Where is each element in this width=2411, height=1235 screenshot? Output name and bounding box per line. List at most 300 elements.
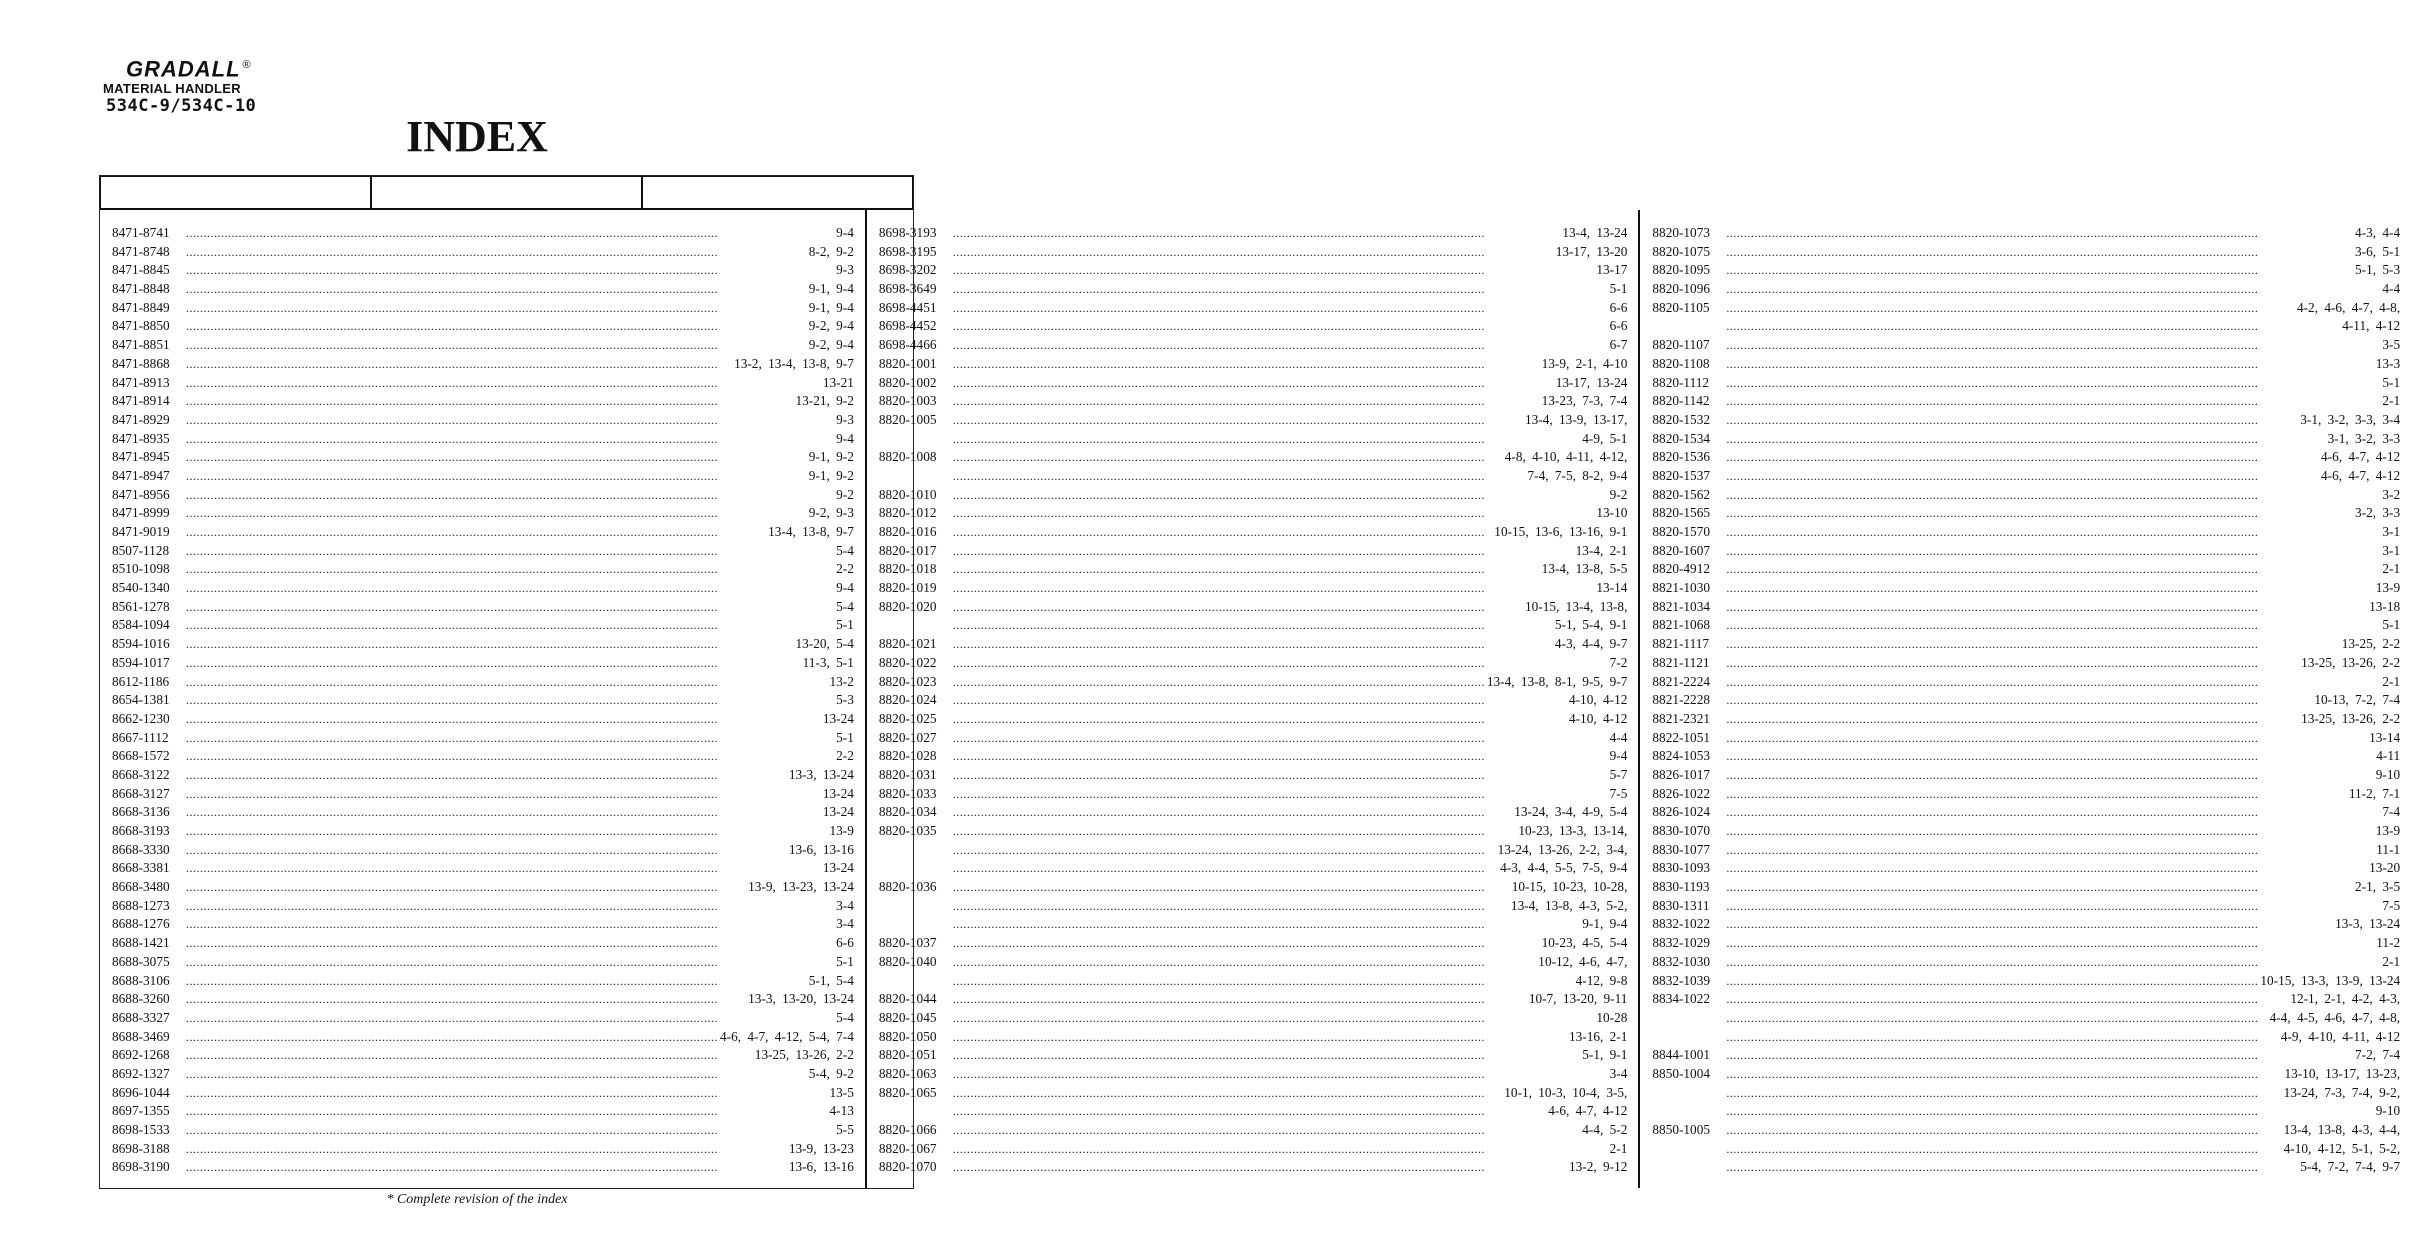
page-references: 13-4, 13-8, 8-1, 9-5, 9-7 bbox=[1486, 673, 1628, 689]
dot-leader bbox=[953, 224, 1560, 243]
part-number: 8821-1121 bbox=[1652, 654, 1710, 670]
index-entry bbox=[879, 673, 1628, 692]
index-entry bbox=[1652, 1158, 2400, 1177]
page-references: 5-7 bbox=[1609, 766, 1628, 782]
dot-leader bbox=[186, 374, 821, 393]
page-references: 13-25, 13-26, 2-2 bbox=[2301, 710, 2401, 726]
index-entry bbox=[1652, 654, 2400, 673]
page-references: 13-24, 3-4, 4-9, 5-4 bbox=[1514, 804, 1628, 820]
part-number: 8820-1536 bbox=[1652, 449, 1711, 465]
index-entry bbox=[1652, 822, 2400, 841]
page-references: 10-23, 13-3, 13-14, bbox=[1518, 823, 1628, 838]
dot-leader bbox=[953, 953, 1536, 972]
dot-leader bbox=[953, 841, 1496, 860]
index-entry bbox=[1652, 467, 2400, 486]
index-entry bbox=[1652, 1065, 2400, 1084]
page-references: 5-1 bbox=[836, 729, 854, 745]
page-references: 4-9, 5-1 bbox=[1582, 430, 1628, 446]
index-entry bbox=[112, 523, 854, 542]
part-number: 8820-1095 bbox=[1652, 262, 1711, 278]
dot-leader bbox=[953, 654, 1608, 673]
index-entry bbox=[1652, 504, 2400, 523]
dot-leader bbox=[953, 1046, 1580, 1065]
brand-subtitle: MATERIAL HANDLER bbox=[103, 81, 241, 97]
page-references: 4-6, 4-7, 4-12 bbox=[2321, 467, 2401, 483]
index-entry bbox=[112, 355, 854, 374]
dot-leader bbox=[186, 616, 834, 635]
part-number: 8820-1031 bbox=[878, 766, 937, 782]
part-number: 8832-1022 bbox=[1652, 916, 1711, 932]
page-references: 11-2 bbox=[2376, 935, 2401, 951]
index-entry bbox=[112, 710, 854, 729]
part-number: 8820-1010 bbox=[878, 486, 937, 502]
index-entry bbox=[1652, 336, 2400, 355]
dot-leader bbox=[1726, 803, 2380, 822]
page-references: 5-1, 5-4, 9-1 bbox=[1554, 617, 1628, 633]
index-entry bbox=[879, 224, 1628, 243]
dot-leader bbox=[186, 635, 793, 654]
page-references: 3-6, 5-1 bbox=[2355, 243, 2401, 259]
page-references: 13-10 bbox=[1596, 505, 1628, 521]
dot-leader bbox=[186, 261, 834, 280]
index-entry bbox=[879, 897, 1628, 916]
dot-leader bbox=[1726, 841, 2374, 860]
index-entry bbox=[112, 299, 854, 318]
dot-leader bbox=[953, 729, 1608, 748]
dot-leader bbox=[953, 504, 1594, 523]
index-entry bbox=[879, 654, 1628, 673]
part-number: 8698-3202 bbox=[878, 262, 937, 278]
part-number: 8821-1034 bbox=[1652, 598, 1711, 614]
index-entry bbox=[112, 972, 854, 991]
part-number: 8688-3469 bbox=[112, 1028, 170, 1044]
part-number: 8688-1421 bbox=[112, 935, 170, 951]
page-references: 9-2, 9-4 bbox=[808, 318, 854, 334]
page-references: 10-23, 4-5, 5-4 bbox=[1541, 935, 1628, 951]
dot-leader bbox=[186, 280, 807, 299]
page-references: 13-25, 13-26, 2-2 bbox=[754, 1047, 854, 1063]
index-entry bbox=[879, 729, 1628, 748]
page-references: 7-2, 7-4 bbox=[2355, 1047, 2401, 1063]
index-entry bbox=[112, 635, 854, 654]
page-references: 7-2 bbox=[1609, 654, 1628, 670]
page-references: 13-25, 13-26, 2-2 bbox=[2301, 654, 2401, 670]
dot-leader bbox=[186, 654, 801, 673]
page-references: 10-15, 13-3, 13-9, 13-24 bbox=[2260, 972, 2401, 988]
index-entry bbox=[1652, 355, 2400, 374]
part-number: 8820-1023 bbox=[878, 673, 937, 689]
index-entry bbox=[112, 673, 854, 692]
index-entry bbox=[879, 1065, 1628, 1084]
dot-leader bbox=[1726, 1046, 2353, 1065]
part-number: 8820-1016 bbox=[878, 524, 937, 539]
dot-leader bbox=[186, 972, 807, 991]
part-number: 8820-1562 bbox=[1652, 486, 1711, 502]
page-references: 9-3 bbox=[836, 262, 854, 278]
page-references: 7-4, 7-5, 8-2, 9-4 bbox=[1527, 467, 1628, 483]
part-number: 8471-8849 bbox=[112, 299, 170, 315]
part-number: 8668-3127 bbox=[112, 785, 170, 801]
index-entry bbox=[879, 859, 1628, 878]
index-entry bbox=[1652, 934, 2400, 953]
page-references: 13-9 bbox=[829, 823, 854, 838]
part-number: 8820-1063 bbox=[878, 1065, 937, 1081]
dot-leader bbox=[953, 280, 1608, 299]
dot-leader bbox=[953, 336, 1608, 355]
part-number: 8820-1025 bbox=[878, 710, 937, 726]
index-entry bbox=[879, 822, 1628, 841]
part-number: 8698-3649 bbox=[878, 281, 937, 297]
dot-leader bbox=[953, 1158, 1567, 1177]
index-entry bbox=[1652, 243, 2400, 262]
index-entry bbox=[879, 710, 1628, 729]
page-references: 10-7, 13-20, 9-11 bbox=[1528, 991, 1628, 1007]
dot-leader bbox=[1726, 579, 2373, 598]
part-number: 8820-1045 bbox=[878, 1009, 937, 1025]
dot-leader bbox=[1726, 243, 2353, 262]
part-number: 8667-1112 bbox=[112, 729, 169, 745]
part-number: 8820-1050 bbox=[878, 1028, 937, 1044]
page-references: 13-9, 2-1, 4-10 bbox=[1541, 355, 1628, 371]
dot-leader bbox=[1726, 1084, 2281, 1103]
index-entry bbox=[879, 1121, 1628, 1140]
index-entry bbox=[1652, 766, 2400, 785]
index-entry bbox=[879, 766, 1628, 785]
page-references: 10-15, 13-6, 13-16, 9-1 bbox=[1494, 524, 1628, 539]
model-number: 534C-9/534C-10 bbox=[106, 96, 257, 117]
part-number: 8820-1028 bbox=[878, 748, 937, 764]
dot-leader bbox=[953, 448, 1503, 467]
page-references: 4-11 bbox=[2376, 748, 2401, 764]
index-entry bbox=[879, 411, 1628, 430]
dot-leader bbox=[953, 878, 1510, 897]
part-number: 8830-1077 bbox=[1652, 841, 1711, 857]
part-number: 8820-1565 bbox=[1652, 505, 1711, 521]
index-entry bbox=[879, 467, 1628, 486]
part-number: 8471-8945 bbox=[112, 449, 170, 465]
index-table bbox=[99, 175, 2401, 1189]
dot-leader bbox=[953, 1084, 1502, 1103]
part-number: 8820-1017 bbox=[878, 542, 937, 558]
dot-leader bbox=[186, 1121, 834, 1140]
part-number: 8820-1033 bbox=[878, 785, 937, 801]
page-references: 5-4 bbox=[836, 1009, 854, 1025]
dot-leader bbox=[953, 934, 1540, 953]
page-references: 3-1, 3-2, 3-3 bbox=[2327, 430, 2401, 446]
page-references: 5-4, 9-2 bbox=[808, 1065, 854, 1081]
dot-leader bbox=[186, 504, 807, 523]
part-number: 8698-4452 bbox=[878, 318, 937, 334]
header-cell bbox=[370, 177, 641, 208]
page-references: 3-5 bbox=[2382, 337, 2401, 353]
dot-leader bbox=[953, 990, 1527, 1009]
part-number: 8594-1016 bbox=[112, 636, 170, 652]
dot-leader bbox=[1726, 915, 2333, 934]
part-number: 8688-3075 bbox=[112, 953, 170, 969]
index-entry bbox=[112, 897, 854, 916]
index-entry bbox=[112, 822, 854, 841]
index-entry bbox=[112, 1028, 854, 1047]
part-number: 8688-1276 bbox=[112, 916, 170, 932]
page-references: 4-6, 4-7, 4-12 bbox=[2321, 449, 2401, 465]
index-entry bbox=[112, 560, 854, 579]
page-references: 9-4 bbox=[836, 225, 854, 240]
dot-leader bbox=[1726, 299, 2295, 318]
page-references: 13-3, 13-24 bbox=[2335, 916, 2401, 932]
part-number: 8820-1002 bbox=[878, 374, 937, 390]
dot-leader bbox=[186, 448, 807, 467]
dot-leader bbox=[953, 430, 1580, 449]
dot-leader bbox=[1726, 374, 2380, 393]
page-references: 3-1 bbox=[2382, 542, 2401, 558]
dot-leader bbox=[1726, 654, 2299, 673]
index-entry bbox=[1652, 411, 2400, 430]
page-references: 13-10, 13-17, 13-23, bbox=[2284, 1065, 2401, 1081]
part-number: 8594-1017 bbox=[112, 654, 170, 670]
index-entry bbox=[879, 747, 1628, 766]
index-entry bbox=[879, 486, 1628, 505]
page-references: 5-4 bbox=[836, 598, 854, 614]
part-number: 8540-1340 bbox=[112, 580, 170, 596]
dot-leader bbox=[186, 224, 834, 243]
page-references: 4-6, 4-7, 4-12 bbox=[1548, 1103, 1628, 1119]
index-entry bbox=[879, 635, 1628, 654]
part-number: 8584-1094 bbox=[112, 617, 170, 633]
page-references: 4-8, 4-10, 4-11, 4-12, bbox=[1504, 449, 1628, 465]
page-references: 2-1 bbox=[2382, 953, 2401, 969]
page-references: 13-21 bbox=[822, 374, 854, 390]
dot-leader bbox=[186, 1084, 828, 1103]
page-references: 3-1 bbox=[2382, 524, 2401, 539]
page-references: 7-4 bbox=[2382, 804, 2401, 820]
part-number: 8820-1035 bbox=[878, 823, 937, 838]
part-number: 8826-1022 bbox=[1652, 785, 1711, 801]
index-entry bbox=[879, 504, 1628, 523]
dot-leader bbox=[186, 467, 807, 486]
part-number: 8612-1186 bbox=[112, 673, 170, 689]
part-number: 8668-3136 bbox=[112, 804, 170, 820]
index-entry bbox=[1652, 1009, 2400, 1028]
dot-leader bbox=[1726, 280, 2380, 299]
page-references: 9-4 bbox=[836, 580, 854, 596]
dot-leader bbox=[1726, 953, 2380, 972]
dot-leader bbox=[953, 859, 1498, 878]
page-references: 3-2, 3-3 bbox=[2355, 505, 2401, 521]
index-entry bbox=[1652, 299, 2400, 318]
dot-leader bbox=[186, 990, 746, 1009]
index-entry bbox=[879, 915, 1628, 934]
page-references: 4-4, 4-5, 4-6, 4-7, 4-8, bbox=[2269, 1009, 2401, 1025]
dot-leader bbox=[953, 542, 1574, 561]
page-references: 13-5 bbox=[829, 1084, 854, 1100]
index-entry bbox=[879, 1028, 1628, 1047]
part-number: 8826-1017 bbox=[1652, 766, 1711, 782]
page-references: 4-9, 4-10, 4-11, 4-12 bbox=[2280, 1028, 2401, 1044]
index-entry bbox=[1652, 598, 2400, 617]
part-number: 8820-1066 bbox=[878, 1122, 937, 1137]
page-references: 4-4 bbox=[1609, 729, 1628, 745]
part-number: 8821-2321 bbox=[1652, 710, 1711, 726]
index-entry bbox=[112, 915, 854, 934]
page-references: 13-24 bbox=[822, 710, 854, 726]
page-references: 2-1 bbox=[2382, 673, 2401, 689]
page-references: 8-2, 9-2 bbox=[808, 243, 854, 259]
part-number: 8821-1030 bbox=[1652, 580, 1711, 596]
dot-leader bbox=[1726, 448, 2319, 467]
page-references: 13-24 bbox=[822, 804, 854, 820]
page-references: 6-6 bbox=[836, 935, 854, 951]
page-references: 4-3, 4-4 bbox=[2355, 225, 2401, 240]
page-references: 13-9 bbox=[2375, 580, 2401, 596]
dot-leader bbox=[186, 523, 766, 542]
index-entry bbox=[112, 691, 854, 710]
dot-leader bbox=[186, 598, 834, 617]
dot-leader bbox=[186, 953, 834, 972]
part-number: 8820-1036 bbox=[878, 879, 937, 895]
page-references: 2-1, 3-5 bbox=[2355, 879, 2401, 895]
index-entry bbox=[112, 878, 854, 897]
part-number: 8821-2228 bbox=[1652, 692, 1711, 708]
part-number: 8850-1005 bbox=[1652, 1122, 1711, 1137]
index-entry bbox=[1652, 579, 2400, 598]
page-references: 4-10, 4-12, 5-1, 5-2, bbox=[2283, 1140, 2401, 1156]
index-entry bbox=[879, 448, 1628, 467]
index-entry bbox=[112, 859, 854, 878]
part-number: 8692-1268 bbox=[112, 1047, 170, 1063]
page-references: 7-5 bbox=[1609, 785, 1628, 801]
dot-leader bbox=[953, 897, 1509, 916]
dot-leader bbox=[953, 972, 1574, 991]
part-number: 8820-1022 bbox=[878, 654, 937, 670]
page-references: 13-4, 13-8, 5-5 bbox=[1541, 561, 1628, 577]
dot-leader bbox=[186, 841, 787, 860]
index-entry bbox=[1652, 224, 2400, 243]
index-entry bbox=[1652, 841, 2400, 860]
index-entry bbox=[879, 616, 1628, 635]
dot-leader bbox=[1726, 504, 2353, 523]
index-entry bbox=[1652, 878, 2400, 897]
dot-leader bbox=[1726, 747, 2374, 766]
part-number: 8820-1027 bbox=[878, 729, 937, 745]
part-number: 8820-1075 bbox=[1652, 243, 1711, 259]
dot-leader bbox=[186, 915, 834, 934]
part-number: 8820-1537 bbox=[1652, 467, 1711, 483]
dot-leader bbox=[1726, 859, 2367, 878]
dot-leader bbox=[186, 355, 732, 374]
page-references: 13-24, 13-26, 2-2, 3-4, bbox=[1497, 841, 1628, 857]
page-references: 13-14 bbox=[1596, 580, 1628, 596]
part-number: 8471-8913 bbox=[112, 374, 170, 390]
part-number: 8821-1068 bbox=[1652, 617, 1711, 633]
page-references: 5-1, 9-1 bbox=[1582, 1047, 1628, 1063]
index-entry bbox=[879, 579, 1628, 598]
part-number: 8824-1053 bbox=[1652, 748, 1711, 764]
part-number: 8820-1001 bbox=[878, 355, 937, 371]
dot-leader bbox=[186, 336, 807, 355]
dot-leader bbox=[953, 710, 1567, 729]
part-number: 8821-2224 bbox=[1652, 673, 1711, 689]
part-number: 8830-1070 bbox=[1652, 823, 1711, 838]
registered-mark: ® bbox=[242, 59, 252, 71]
dot-leader bbox=[953, 915, 1580, 934]
dot-leader bbox=[186, 691, 834, 710]
index-entry bbox=[112, 990, 854, 1009]
part-number: 8471-8956 bbox=[112, 486, 170, 502]
index-entry bbox=[1652, 374, 2400, 393]
dot-leader bbox=[186, 673, 828, 692]
index-entry bbox=[1652, 1084, 2400, 1103]
page-references: 4-4, 5-2 bbox=[1582, 1122, 1628, 1137]
dot-leader bbox=[1726, 224, 2353, 243]
page-references: 13-24 bbox=[822, 785, 854, 801]
dot-leader bbox=[1726, 560, 2380, 579]
index-entry bbox=[112, 1121, 854, 1140]
part-number: 8820-4912 bbox=[1652, 561, 1711, 577]
part-number: 8820-1021 bbox=[878, 636, 937, 652]
part-number: 8820-1020 bbox=[878, 598, 937, 614]
page-references: 9-10 bbox=[2375, 1103, 2401, 1119]
page-references: 13-21, 9-2 bbox=[795, 393, 854, 409]
dot-leader bbox=[186, 710, 821, 729]
dot-leader bbox=[1726, 392, 2380, 411]
page-references: 13-17 bbox=[1596, 262, 1628, 278]
index-entry bbox=[1652, 990, 2400, 1009]
index-entry bbox=[879, 598, 1628, 617]
page-references: 9-2 bbox=[836, 486, 854, 502]
index-entry bbox=[879, 972, 1628, 991]
dot-leader bbox=[1726, 691, 2312, 710]
index-entry bbox=[112, 243, 854, 262]
index-entry bbox=[112, 1046, 854, 1065]
part-number: 8820-1040 bbox=[878, 953, 937, 969]
part-number: 8832-1029 bbox=[1652, 935, 1711, 951]
part-number: 8820-1051 bbox=[878, 1047, 937, 1063]
page-references: 5-1, 5-4 bbox=[808, 972, 854, 988]
page-references: 2-1 bbox=[2382, 393, 2401, 409]
index-entry bbox=[879, 803, 1628, 822]
dot-leader bbox=[186, 1102, 828, 1121]
dot-leader bbox=[953, 243, 1554, 262]
dot-leader bbox=[186, 1009, 834, 1028]
dot-leader bbox=[186, 392, 793, 411]
index-entry bbox=[1652, 448, 2400, 467]
dot-leader bbox=[1726, 897, 2380, 916]
index-entry bbox=[879, 243, 1628, 262]
part-number: 8820-1018 bbox=[878, 561, 937, 577]
page-references: 11-1 bbox=[2376, 841, 2401, 857]
index-entry bbox=[1652, 1140, 2400, 1159]
part-number: 8471-8851 bbox=[112, 337, 170, 353]
part-number: 8507-1128 bbox=[112, 542, 170, 558]
dot-leader bbox=[1726, 635, 2339, 654]
index-entry bbox=[112, 616, 854, 635]
index-entry bbox=[1652, 560, 2400, 579]
dot-leader bbox=[1726, 523, 2380, 542]
index-entry bbox=[879, 953, 1628, 972]
dot-leader bbox=[1726, 542, 2380, 561]
dot-leader bbox=[953, 616, 1553, 635]
dot-leader bbox=[1726, 336, 2380, 355]
index-entry bbox=[1652, 280, 2400, 299]
part-number: 8668-3480 bbox=[112, 879, 170, 895]
index-entry bbox=[112, 803, 854, 822]
page-references: 4-4 bbox=[2382, 281, 2401, 297]
dot-leader bbox=[1726, 411, 2298, 430]
index-entry bbox=[112, 467, 854, 486]
index-entry bbox=[1652, 915, 2400, 934]
page-references: 6-6 bbox=[1609, 318, 1628, 334]
part-number: 8850-1004 bbox=[1652, 1065, 1711, 1081]
